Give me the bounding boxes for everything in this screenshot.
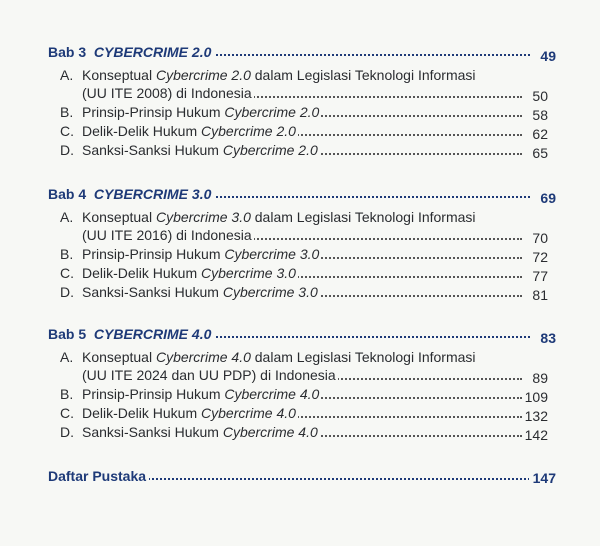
entry-term: Cybercrime 3.0 bbox=[222, 284, 318, 300]
bibliography-page: 147 bbox=[529, 470, 556, 486]
entry-letter: C. bbox=[60, 123, 74, 139]
entry-letter: D. bbox=[60, 424, 74, 440]
entry-term: Cybercrime 3.0 bbox=[224, 246, 320, 262]
entry-text: Konseptual bbox=[82, 67, 156, 83]
entry-letter: D. bbox=[60, 142, 74, 158]
chapter-page: 83 bbox=[536, 330, 556, 346]
chapter-page: 69 bbox=[536, 190, 556, 206]
entry-term: Cybercrime 2.0 bbox=[155, 67, 251, 83]
entry-page: 50 bbox=[529, 87, 548, 105]
entry-text: Prinsip-Prinsip Hukum bbox=[82, 246, 225, 262]
entry-text-tail: dalam Legislasi Teknologi Informasi bbox=[250, 67, 476, 83]
toc-entry[interactable] bbox=[60, 103, 556, 122]
chapter-heading[interactable] bbox=[48, 186, 556, 208]
entry-letter: C. bbox=[60, 265, 74, 281]
entry-text: Sanksi-Sanksi Hukum bbox=[82, 142, 223, 158]
toc-entry[interactable] bbox=[60, 348, 556, 385]
entry-text: Delik-Delik Hukum bbox=[82, 265, 202, 281]
entry-page: 65 bbox=[529, 144, 548, 162]
entry-page: 70 bbox=[529, 229, 548, 247]
entry-text: Konseptual bbox=[82, 349, 156, 365]
toc-entry[interactable] bbox=[60, 208, 556, 245]
entry-term: Cybercrime 2.0 bbox=[201, 123, 296, 139]
toc-entry[interactable] bbox=[60, 283, 556, 302]
entry-text: Delik-Delik Hukum bbox=[82, 405, 202, 421]
entry-term: Cybercrime 4.0 bbox=[224, 386, 320, 402]
bibliography-entry[interactable] bbox=[48, 468, 556, 490]
chapter-title: CYBERCRIME 2.0 bbox=[93, 44, 212, 60]
toc-entry[interactable] bbox=[60, 385, 556, 404]
chapter-4 bbox=[48, 186, 556, 302]
entry-term: Cybercrime 4.0 bbox=[155, 349, 251, 365]
toc-entry[interactable] bbox=[60, 122, 556, 141]
entry-page: 89 bbox=[529, 369, 548, 387]
entry-page: 62 bbox=[529, 125, 548, 143]
chapter-number: Bab 3 bbox=[48, 44, 87, 60]
toc-entry[interactable] bbox=[60, 141, 556, 160]
entry-letter: C. bbox=[60, 405, 74, 421]
entry-letter: A. bbox=[60, 209, 74, 225]
entry-page: 132 bbox=[522, 407, 548, 425]
entry-term: Cybercrime 2.0 bbox=[222, 142, 318, 158]
entry-term: Cybercrime 3.0 bbox=[201, 265, 296, 281]
entry-letter: B. bbox=[60, 246, 74, 262]
entry-page: 77 bbox=[529, 267, 548, 285]
toc-entry[interactable] bbox=[60, 423, 556, 442]
entry-text: Prinsip-Prinsip Hukum bbox=[82, 386, 225, 402]
entry-page: 72 bbox=[529, 248, 548, 266]
chapter-number: Bab 5 bbox=[48, 326, 87, 342]
chapter-title: CYBERCRIME 3.0 bbox=[93, 186, 212, 202]
toc-entry[interactable] bbox=[60, 264, 556, 283]
toc-entry[interactable] bbox=[60, 66, 556, 103]
entry-letter: D. bbox=[60, 284, 74, 300]
entry-letter: A. bbox=[60, 349, 74, 365]
entry-text: Sanksi-Sanksi Hukum bbox=[82, 424, 223, 440]
entry-text-tail: dalam Legislasi Teknologi Informasi bbox=[250, 209, 476, 225]
chapter-page: 49 bbox=[536, 48, 556, 64]
entry-page: 81 bbox=[529, 286, 548, 304]
entry-letter: B. bbox=[60, 104, 74, 120]
entry-text-line2: (UU ITE 2008) di Indonesia bbox=[82, 85, 252, 101]
chapter-number: Bab 4 bbox=[48, 186, 87, 202]
chapter-heading[interactable] bbox=[48, 44, 556, 66]
entry-page: 58 bbox=[529, 106, 548, 124]
entry-text-line2: (UU ITE 2016) di Indonesia bbox=[82, 227, 252, 243]
entry-text: Sanksi-Sanksi Hukum bbox=[82, 284, 223, 300]
bibliography-label: Daftar Pustaka bbox=[48, 468, 149, 484]
entry-text: Prinsip-Prinsip Hukum bbox=[82, 104, 225, 120]
entry-letter: B. bbox=[60, 386, 74, 402]
entry-text: Konseptual bbox=[82, 209, 156, 225]
entry-page: 109 bbox=[522, 388, 548, 406]
chapter-5 bbox=[48, 326, 556, 442]
entry-letter: A. bbox=[60, 67, 74, 83]
entry-term: Cybercrime 4.0 bbox=[201, 405, 296, 421]
entry-term: Cybercrime 4.0 bbox=[222, 424, 318, 440]
chapter-title: CYBERCRIME 4.0 bbox=[93, 326, 212, 342]
chapter-3 bbox=[48, 44, 556, 160]
entry-page: 142 bbox=[522, 426, 548, 444]
entry-text: Delik-Delik Hukum bbox=[82, 123, 202, 139]
toc-entry[interactable] bbox=[60, 245, 556, 264]
entry-text-line2: (UU ITE 2024 dan UU PDP) di Indonesia bbox=[82, 367, 336, 383]
toc-entry[interactable] bbox=[60, 404, 556, 423]
chapter-heading[interactable] bbox=[48, 326, 556, 348]
entry-term: Cybercrime 2.0 bbox=[224, 104, 320, 120]
entry-text-tail: dalam Legislasi Teknologi Informasi bbox=[250, 349, 476, 365]
entry-term: Cybercrime 3.0 bbox=[155, 209, 251, 225]
